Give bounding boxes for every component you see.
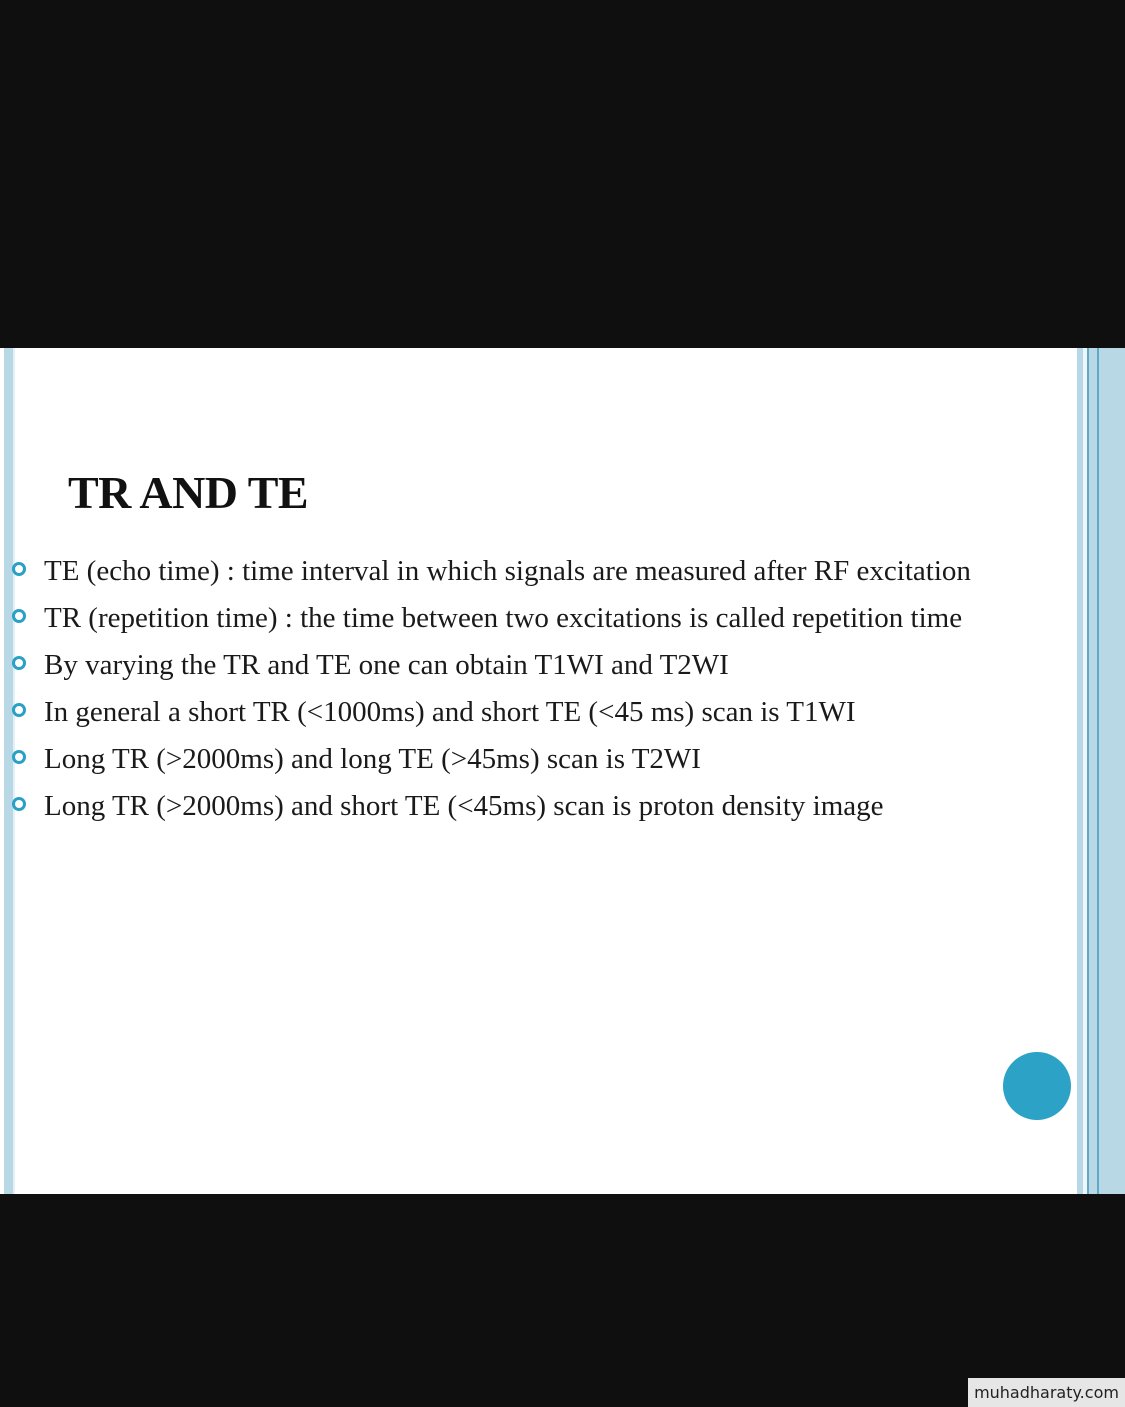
bullet-item-varying bbox=[0, 647, 1060, 683]
bullet-circle-icon bbox=[12, 609, 26, 623]
bullet-text: TR (repetition time) : the time between two excitations is called repetition time bbox=[44, 602, 963, 634]
circle-button-icon[interactable] bbox=[1003, 1052, 1071, 1120]
slide bbox=[0, 348, 1125, 1194]
slide-right-border-band bbox=[1089, 348, 1097, 1194]
watermark: muhadharaty.com bbox=[968, 1378, 1125, 1407]
bullet-circle-icon bbox=[12, 797, 26, 811]
bullet-circle-icon bbox=[12, 703, 26, 717]
bullet-item-t2wi bbox=[0, 741, 1060, 777]
bullet-text: In general a short TR (<1000ms) and short TE (<45 ms) scan is T1WI bbox=[44, 696, 856, 728]
bullet-text: Long TR (>2000ms) and long TE (>45ms) scan is T2WI bbox=[44, 743, 701, 775]
bullet-text: By varying the TR and TE one can obtain T1WI and T2WI bbox=[44, 649, 729, 681]
bullet-list bbox=[0, 553, 1060, 835]
bullet-item-t1wi bbox=[0, 694, 1060, 730]
bullet-item-proton-density bbox=[0, 788, 1060, 824]
bullet-item-repetition-time bbox=[0, 600, 1060, 636]
bullet-circle-icon bbox=[12, 562, 26, 576]
bullet-text: Long TR (>2000ms) and short TE (<45ms) scan is proton density image bbox=[44, 790, 884, 822]
slide-title: TR AND TE bbox=[68, 467, 309, 518]
bullet-circle-icon bbox=[12, 750, 26, 764]
slide-right-border-outer bbox=[1099, 348, 1125, 1194]
bullet-item-echo-time bbox=[0, 553, 1060, 589]
bullet-text: TE (echo time) : time interval in which signals are measured after RF excitation bbox=[44, 555, 971, 587]
bullet-circle-icon bbox=[12, 656, 26, 670]
